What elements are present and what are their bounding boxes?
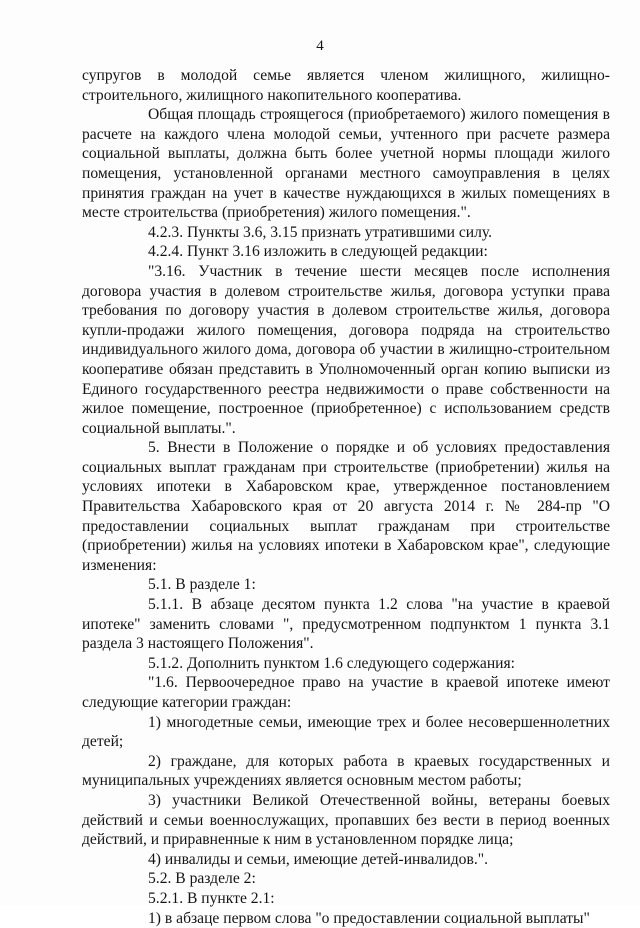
paragraph-16: 5.2.1. В пункте 2.1:	[148, 889, 275, 907]
paragraph-1: супругов в молодой семье является членом жилищного, жилищно-строительного, жилищного накопительного кооператива.	[82, 67, 610, 104]
paragraph-15: 5.2. В разделе 2:	[148, 870, 256, 888]
paragraph-14: 4) инвалиды и семьи, имеющие детей-инвалидов.".	[148, 850, 489, 868]
paragraph-9: 5.1.2. Дополнить пунктом 1.6 следующего содержания:	[148, 654, 516, 672]
paragraph-17: 1) в абзаце первом слова "о предоставлении социальной выплаты"	[148, 909, 590, 927]
paragraph-12: 2) граждане, для которых работа в краевых государственных и муниципальных учреждениях является основным местом работы;	[82, 752, 610, 790]
paragraph-3: 4.2.3. Пункты 3.6, 3.15 признать утратившими силу.	[148, 223, 493, 241]
paragraph-6: 5. Внести в Положение о порядке и об условиях предоставления социальных выплат гражданам при строительстве (приобретении) жилья на условиях ипотеки в Хабаровском крае, утвержденное постановлением Правительства Хабаровского края от 20 августа 2014 г. № 284-пр "О предоставлении социальных выплат гражданам при строительстве (приобретении) жилья на условиях ипотеки в Хабаровском крае", следующие изменения:	[82, 439, 610, 574]
paragraph-5: "3.16. Участник в течение шести месяцев после исполнения договора участия в долевом строительстве жилья, договора уступки права требования по договору участия в долевом строительстве жилья, договора купли-продажи жилого помещения, договора подряда на строительство индивидуального жилого дома, договора об участии в жилищно-строительном кооперативе обязан представить в Уполномоченный орган копию выписки из Единого государственного реестра недвижимости о праве собственности на жилое помещение, построенное (приобретенное) с использованием средств социальной выплаты.".	[82, 262, 610, 437]
paragraph-4: 4.2.4. Пункт 3.16 изложить в следующей редакции:	[148, 243, 488, 261]
paragraph-2: Общая площадь строящегося (приобретаемого) жилого помещения в расчете на каждого члена молодой семьи, учтенного при расчете размера социальной выплаты, должна быть более учетной нормы площади жилого помещения, установленной органами местного самоуправления в целях принятия граждан на учет в качестве нуждающихся в жилых помещениях в месте строительства (приобретения) жилого помещения.".	[82, 106, 610, 222]
paragraph-10: "1.6. Первоочередное право на участие в краевой ипотеке имеют следующие категории граждан:	[82, 674, 610, 711]
page-number: 4	[316, 38, 324, 54]
paragraph-13: 3) участники Великой Отечественной войны, ветераны боевых действий и семьи военнослужащих, пропавших без вести в период военных действий, и приравненные к ним в установленном порядке лица;	[82, 791, 610, 849]
paragraph-8: 5.1.1. В абзаце десятом пункта 1.2 слова "на участие в краевой ипотеке" заменить словами ", предусмотренном подпунктом 1 пункта 3.1 раздела 3 настоящего Положения".	[82, 596, 610, 653]
document-body	[82, 66, 610, 928]
paragraph-7: 5.1. В разделе 1:	[148, 576, 256, 594]
paragraph-11: 1) многодетные семьи, имеющие трех и более несовершеннолетних детей;	[82, 713, 610, 751]
